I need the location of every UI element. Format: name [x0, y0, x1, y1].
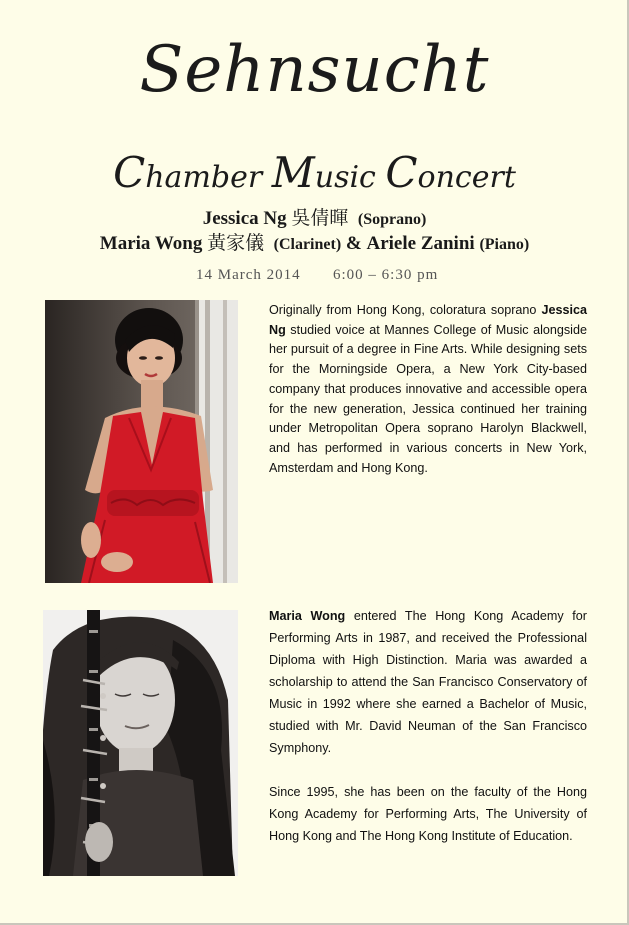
subtitle-cap-3: C: [385, 148, 418, 197]
performer-chinese-name: 吳倩暉: [291, 208, 349, 229]
event-time: 6:00 – 6:30 pm: [333, 267, 439, 283]
maria-wong-bio: [269, 605, 587, 847]
performer-line-1: [0, 209, 629, 228]
bio-name: Maria Wong: [269, 609, 346, 623]
performer-name: Jessica Ng: [202, 208, 287, 229]
bio-text: entered The Hong Kong Academy for Performing Arts in 1987, and received the Professional Diploma with High Distinction. Maria was awarded a scholarship to attend the San Francisco Conservatory of Music in 1992 where she earned a Bachelor of Music, studied with Mr. David Neuman of the San Francisco Symphony.: [269, 609, 587, 755]
ampersand: &: [345, 233, 362, 254]
concert-title: Sehnsucht: [139, 33, 490, 107]
subtitle-word-2: usic: [314, 160, 386, 195]
bio-text: studied voice at Mannes College of Music alongside her pursuit of a degree in Fine Arts. While designing sets for the Morningside Opera, a New York City-based company that produces innovative and accessible opera for the new generation, Jessica continued her training under Metropolitan Opera soprano Harolyn Blackwell, and has performed in various concerts in New York, Amsterdam and Hong Kong.: [269, 322, 587, 475]
performer-chinese-name: 黃家儀: [207, 233, 265, 254]
performer-role: (Clarinet): [273, 236, 342, 253]
subtitle-word-3: oncert: [417, 160, 516, 195]
subtitle-word-1: hamber: [145, 160, 272, 195]
bio-text-para2: Since 1995, she has been on the faculty of the Hong Kong Academy for Performing Arts, The University of Hong Kong and The Hong Kong Institute of Education.: [269, 785, 587, 843]
performer-name: Ariele Zanini: [366, 233, 475, 254]
concert-subtitle: [0, 148, 629, 197]
bio-intro: Originally from Hong Kong, coloratura soprano: [269, 303, 542, 317]
jessica-ng-bio: [269, 301, 587, 478]
event-date: 14 March 2014: [196, 267, 301, 283]
performer-role: (Soprano): [357, 211, 427, 228]
jessica-ng-photo: [45, 300, 238, 583]
performer-name: Maria Wong: [99, 233, 203, 254]
bio-name: Jessica Ng: [269, 303, 587, 337]
clarinetist-portrait-image: [43, 610, 238, 876]
subtitle-cap-2: M: [271, 148, 315, 197]
subtitle-cap-1: C: [113, 148, 146, 197]
performer-line-2: [0, 234, 629, 253]
soprano-portrait-image: [45, 300, 238, 583]
performer-role: (Piano): [479, 236, 530, 253]
maria-wong-photo: [43, 610, 238, 876]
